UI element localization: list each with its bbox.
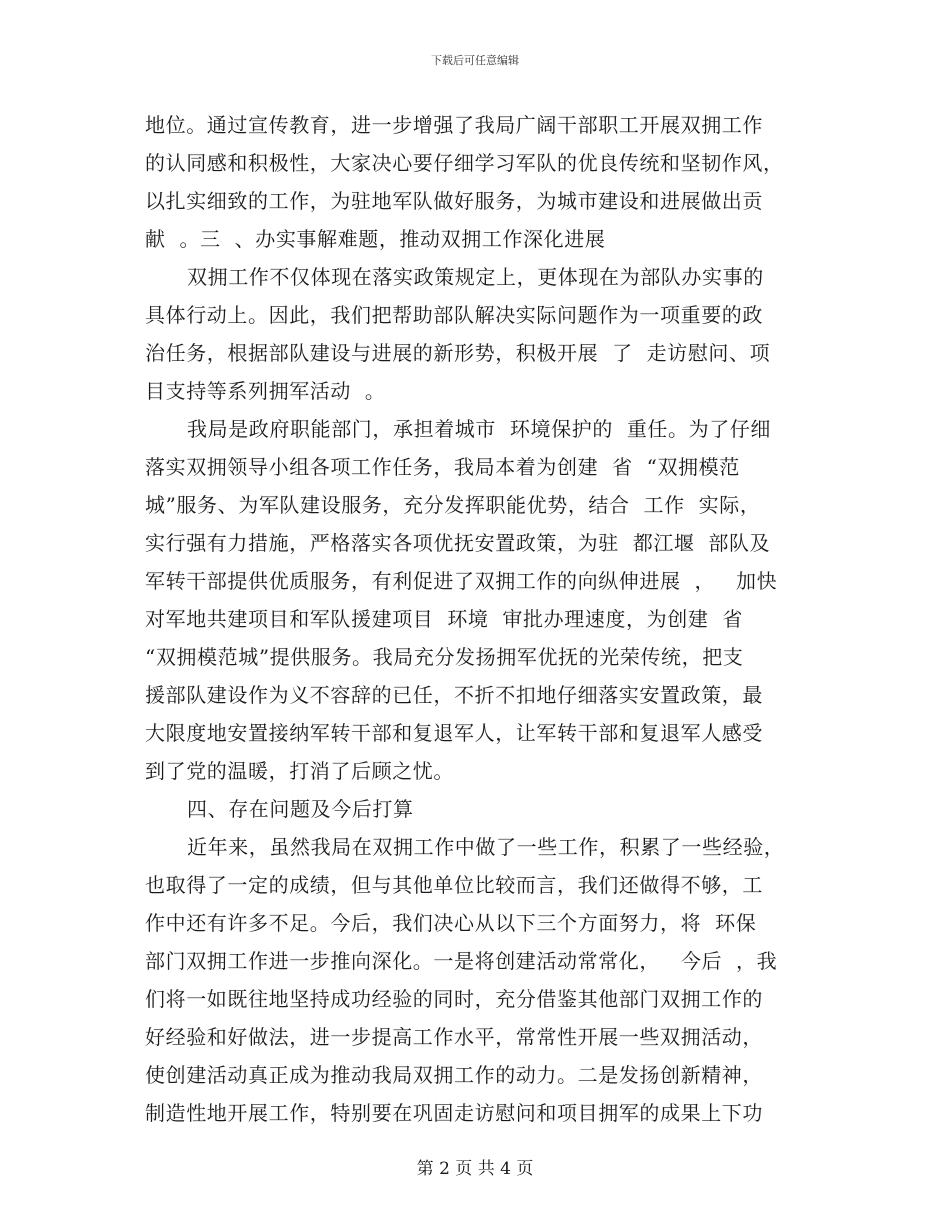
text-line: 部门双拥工作进一步推向深化。一是将创建活动常常化， 今后 ，我 [145,949,778,973]
text-line: 大限度地安置接纳军转干部和复退军人，让军转干部和复退军人感受 [145,721,763,745]
text-line: 城”服务、为军队建设服务，充分发挥职能优势，结合 工作 实际， [145,493,761,517]
page-header: 下载后可任意编辑 [431,54,519,67]
text-line: 双拥工作不仅体现在落实政策规定上，更体现在为部队办实事的 [187,265,764,289]
text-line: 献 。三 、办实事解难题，推动双拥工作深化进展 [145,227,606,251]
page-number: 第 2 页 共 4 页 [416,1159,534,1179]
text-line: 们将一如既往地坚持成功经验的同时，充分借鉴其他部门双拥工作的 [145,987,763,1011]
text-line: 好经验和好做法，进一步提高工作水平，常常性开展一些双拥活动， [145,1025,763,1049]
text-line: 制造性地开展工作，特别要在巩固走访慰问和项目拥军的成果上下功 [145,1101,763,1125]
document-body [145,106,815,1132]
text-line: 援部队建设作为义不容辞的已任，不折不扣地仔细落实安置政策，最 [145,683,763,707]
text-line: 作中还有许多不足。今后，我们决心从以下三个方面努力，将 环保 [145,911,757,935]
text-line: 落实双拥领导小组各项工作任务，我局本着为创建 省 “双拥模范 [145,455,740,479]
text-line: 使创建活动真正成为推动我局双拥工作的动力。二是发扬创新精神， [145,1063,763,1087]
text-line: “双拥模范城”提供服务。我局充分发扬拥军优抚的光荣传统，把支 [145,645,744,669]
text-line: 以扎实细致的工作，为驻地军队做好服务，为城市建设和进展做出贡 [145,189,763,213]
text-line: 对军地共建项目和军队援建项目 环境 审批办理速度，为创建 省 [145,607,743,631]
section-heading: 四、存在问题及今后打算 [187,797,414,821]
text-line: 到了党的温暖，打消了后顾之忧。 [145,759,454,783]
text-line: 的认同感和积极性，大家决心要仔细学习军队的优良传统和坚韧作风， [145,151,784,175]
text-line: 具体行动上。因此，我们把帮助部队解决实际问题作为一项重要的政 [145,303,763,327]
text-line: 我局是政府职能部门，承担着城市 环境保护的 重任。为了仔细 [187,417,772,441]
text-line: 军转干部提供优质服务，有利促进了双拥工作的向纵伸进展 ， 加快 [145,569,778,593]
text-line: 近年来，虽然我局在双拥工作中做了一些工作，积累了一些经验， [187,835,785,859]
text-line: 地位。通过宣传教育，进一步增强了我局广阔干部职工开展双拥工作 [145,113,763,137]
text-line: 目支持等系列拥军活动 。 [145,379,386,403]
text-line: 也取得了一定的成绩，但与其他单位比较而言，我们还做得不够，工 [145,873,763,897]
text-line: 治任务，根据部队建设与进展的新形势，积极开展 了 走访慰问、项 [145,341,771,365]
text-line: 实行强有力措施，严格落实各项优抚安置政策，为驻 都江堰 部队及 [145,531,771,555]
